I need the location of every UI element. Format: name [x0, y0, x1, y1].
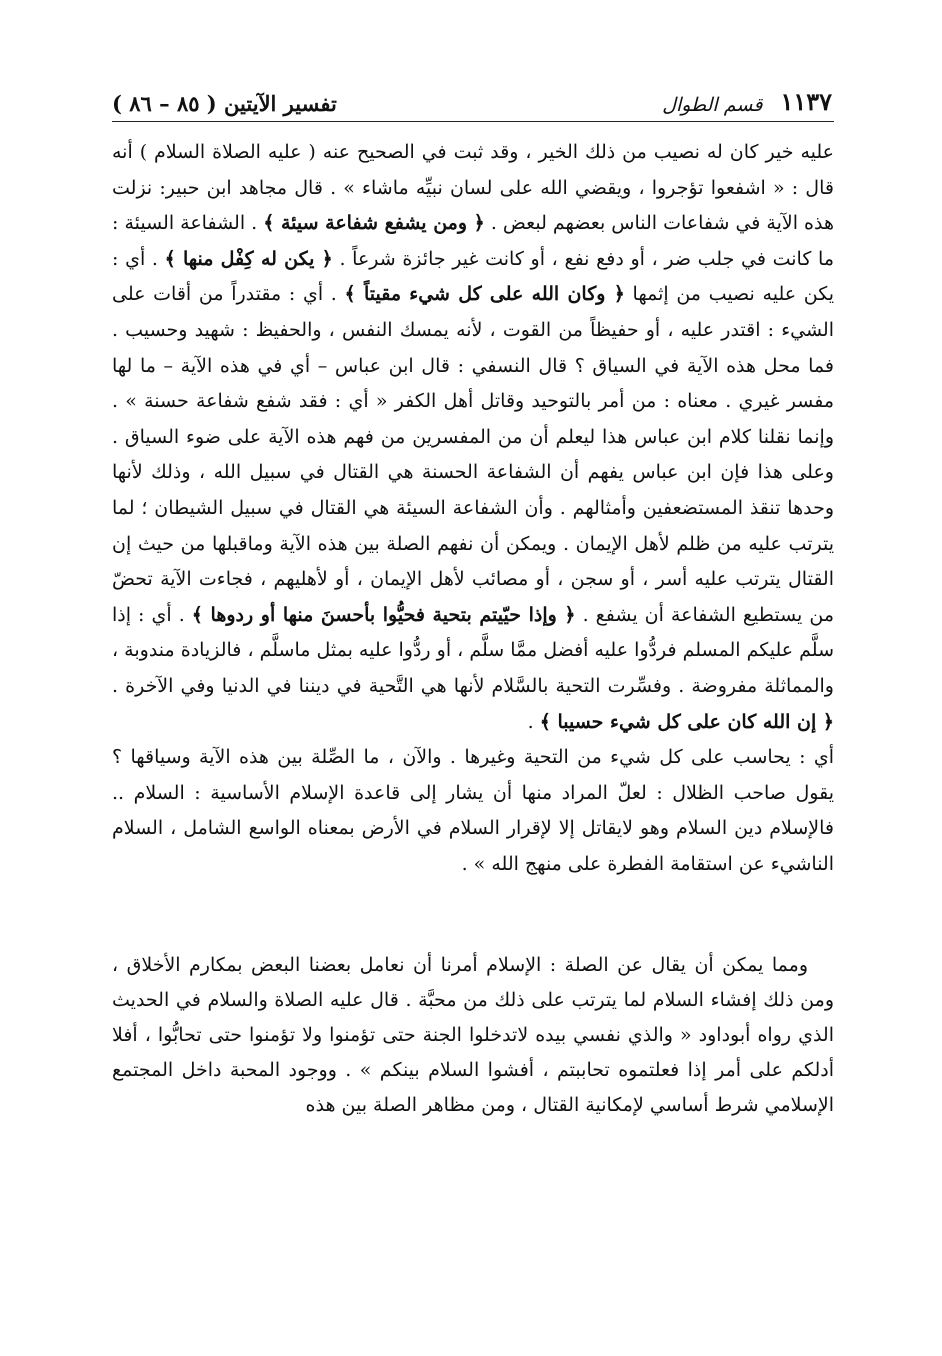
- quran-quote: ﴿ وإذا حيّيتم بتحية فحيُّوا بأحسنَ منها أو ردوها ﴾: [191, 603, 576, 626]
- quran-quote: ﴿ وكان الله على كل شيء مقيتاً ﴾: [344, 283, 625, 306]
- section-label: [662, 87, 832, 116]
- quran-quote: ﴿ يكن له كِفْل منها ﴾: [164, 247, 333, 270]
- paragraph-2: أي : يحاسب على كل شيء من التحية وغيرها . والآن ، ما الصِّلة بين هذه الآية وسياقها ؟ يقول صاحب الظلال : لعلّ المراد منها أن يشار إلى قاعدة الإسلام الأساسية : السلام .. فالإسلام دين السلام وهو لايقاتل إلا لإقرار السلام في الأرض بمعناه الواسع الشامل ، السلام الناشيء عن استقامة الفطرة على منهج الله » .: [112, 746, 834, 875]
- text-span: . أي : إذا سلَّم عليكم المسلم فردُّوا عليه أفضل ممَّا سلَّم ، أو ردُّوا عليه بمثل ماسلَّم ، فالزيادة مندوبة ، والمماثلة مفروضة . وفسِّرت التحية بالسَّلام لأنها هي التَّحية في ديننا في الدنيا وفي الآخرة .: [112, 603, 834, 697]
- text-span: .: [527, 710, 534, 733]
- header-rule: [112, 121, 834, 122]
- paragraph-1: [112, 135, 834, 740]
- page-header: [112, 80, 832, 116]
- paragraph-3: ومما يمكن أن يقال عن الصلة : الإسلام أمرنا أن نعامل بعضنا البعض بمكارم الأخلاق ، ومن ذلك إفشاء السلام لما يترتب على ذلك من محبَّة . قال عليه الصلاة والسلام في الحديث الذي رواه أبوداود « والذي نفسي بيده لاتدخلوا الجنة حتى تؤمنوا ولا تؤمنوا حتى تحابُّوا ، أفلا أدلكم على أمر إذا فعلتموه تحاببتم ، أفشوا السلام بينكم » . ووجود المحبة داخل المجتمع الإسلامي شرط أساسي لإمكانية القتال ، ومن مظاهر الصلة بين هذه: [112, 954, 834, 1117]
- text-span: . الشفاعة السيئة : ما كانت في جلب ضر ، أو دفع نفع ، أو كانت غير جائزة شرعاً .: [112, 212, 834, 270]
- section-name: قسم الطوال: [662, 94, 763, 116]
- quran-quote: ﴿ ومن يشفع شفاعة سيئة ﴾: [263, 212, 485, 235]
- quran-quote: ﴿ إن الله كان على كل شيء حسيبا ﴾: [539, 710, 834, 733]
- text-span: . أي : يكن عليه نصيب من إثمها: [112, 247, 835, 306]
- running-title: تفسير الآيتين ( ٨٥ – ٨٦ ): [112, 91, 337, 116]
- body-text: [112, 135, 834, 1123]
- page-number: ١١٣٧: [780, 87, 832, 116]
- text-span: . أي : مقتدراً من أقات على الشيء : اقتدر عليه ، أو حفيظاً من القوت ، لأنه يمسك النفس ، والحفيظ : شهيد وحسيب . فما محل هذه الآية في السياق ؟ قال النسفي : قال ابن عباس – أي في هذه الآية – ما لها مفسر غيري . معناه : من أمر بالتوحيد وقاتل أهل الكفر « أي : فقد شفع شفاعة حسنة » . وإنما نقلنا كلام ابن عباس هذا ليعلم أن من المفسرين من فهم هذه الآية على ضوء السياق . وعلى هذا فإن ابن عباس يفهم أن الشفاعة الحسنة هي القتال في سبيل الله ، وذلك لأنها وحدها تنقذ المستضعفين وأمثالهم . وأن الشفاعة السيئة هي القتال في سبيل الشيطان ؛ لما يترتب عليه من ظلم لأهل الإيمان . ويمكن أن نفهم الصلة بين هذه الآية وماقبلها من حيث إن القتال يترتب عليه أسر ، أو سجن ، أو مصائب لأهل الإيمان ، أو لأهليهم ، فجاءت الآية تحضّ من يستطيع الشفاعة أن يشفع .: [112, 283, 834, 626]
- text-span: عليه خير كان له نصيب من ذلك الخير ، وقد ثبت في الصحيح عنه ( عليه الصلاة السلام ) أنه قال : « اشفعوا تؤجروا ، ويقضي الله على لسان نبيِّه ماشاء » . قال مجاهد ابن حبير: نزلت هذه الآية في شفاعات الناس بعضهم لبعض .: [112, 141, 834, 235]
